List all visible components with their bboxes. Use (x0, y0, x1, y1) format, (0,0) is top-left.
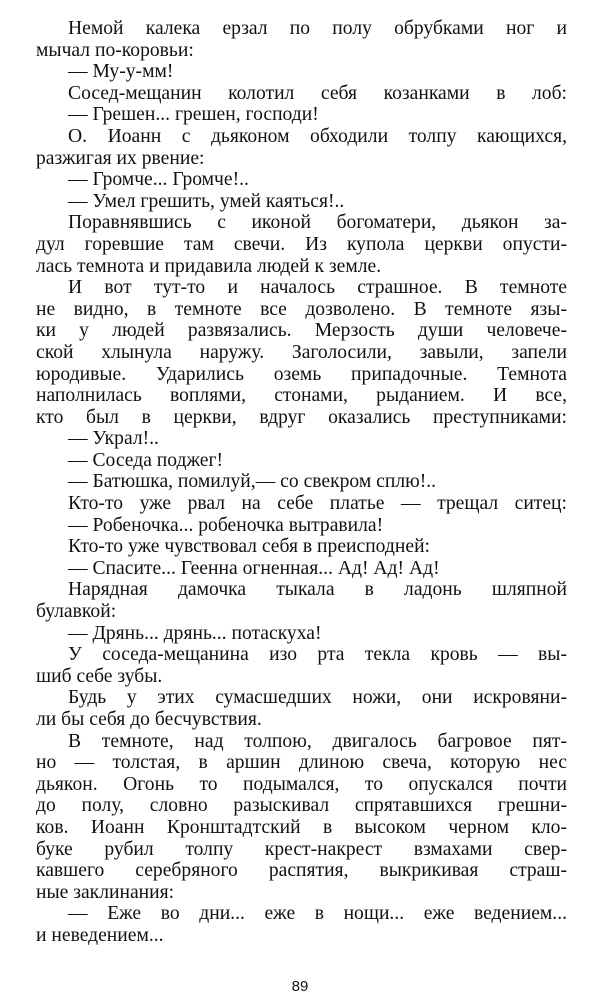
text-line: ской хлынула наружу. Заголосили, завыли, запели (36, 341, 567, 363)
text-line: ки у людей развязались. Мерзость души человече- (36, 320, 567, 342)
text-line: Будь у этих сумасшедших ножи, они искровяни- (68, 687, 567, 709)
text-line: — Грешен... грешен, господи! (68, 104, 319, 126)
text-line: юродивые. Ударились оземь припадочные. Темнота (36, 363, 567, 385)
text-line: — Соседа поджег! (68, 449, 224, 471)
text-line: булавкой: (36, 601, 117, 623)
text-line: Сосед-мещанин колотил себя козанками в лоб: (68, 82, 567, 104)
text-line: дул горевшие там свечи. Из купола церкви опусти- (36, 233, 567, 255)
text-line: — Дрянь... дрянь... потаскуха! (68, 622, 322, 644)
text-line: ли бы себя до бесчувствия. (36, 709, 262, 730)
text-line: наполнилась воплями, стонами, рыданием. И все, (36, 385, 567, 407)
text-line: Поравнявшись с иконой богоматери, дьякон за- (68, 212, 567, 234)
text-line: — Батюшка, помилуй,— со свекром сплю!.. (68, 471, 437, 493)
page-number: 89 (291, 978, 309, 995)
text-line: Кто-то уже чувствовал себя в преисподней: (68, 536, 430, 558)
text-line: ков. Иоанн Кронштадтский в высоком черном кло- (36, 816, 567, 838)
text-line: Немой калека ерзал по полу обрубками ног и (68, 18, 567, 39)
text-line: У соседа-мещанина изо рта текла кровь — вы- (68, 644, 567, 666)
text-line: Кто-то уже рвал на себе платье — трещал ситец: (68, 493, 567, 515)
text-line: но — толстая, в аршин длиною свеча, которую нес (36, 752, 567, 774)
text-line: — Робеночка... робеночка вытравила! (68, 514, 384, 536)
text-line: и неведением... (36, 924, 164, 946)
text-line: разжигая их рвение: (36, 147, 205, 169)
text-line: — Умел грешить, умей каяться!.. (68, 190, 345, 212)
text-line: В темноте, над толпою, двигалось багровое пят- (68, 730, 567, 752)
text-line: — Еже во дни... еже в нощи... еже ведением... (68, 903, 567, 925)
page-body-text (36, 18, 567, 947)
text-line: Нарядная дамочка тыкала в ладонь шляпной (68, 579, 567, 601)
text-line: буке рубил толпу крест-накрест взмахами свер- (36, 838, 567, 860)
text-line: мычал по-коровьи: (36, 39, 194, 61)
text-line: О. Иоанн с дьяконом обходили толпу кающихся, (68, 125, 567, 147)
text-line: кто был в церкви, вдруг оказались преступниками: (36, 406, 567, 428)
text-line: лась темнота и придавила людей к земле. (36, 255, 382, 277)
text-line: — Му-у-мм! (68, 61, 174, 83)
text-line: И вот тут-то и началось страшное. В темноте (68, 277, 567, 299)
text-line: дьякон. Огонь то подымался, то опускался почти (36, 773, 567, 795)
text-line: кавшего серебряного распятия, выкрикивая страш- (36, 860, 567, 882)
text-line: шиб себе зубы. (36, 665, 163, 687)
text-line: до полу, словно разыскивал спрятавшихся грешни- (36, 795, 567, 817)
text-line: ные заклинания: (36, 881, 175, 903)
text-line: не видно, в темноте все дозволено. В темноте язы- (36, 298, 567, 320)
text-line: — Украл!.. (68, 428, 159, 450)
text-line: — Громче... Громче!.. (68, 169, 249, 191)
text-line: — Спасите... Геенна огненная... Ад! Ад! Ад! (68, 557, 440, 579)
